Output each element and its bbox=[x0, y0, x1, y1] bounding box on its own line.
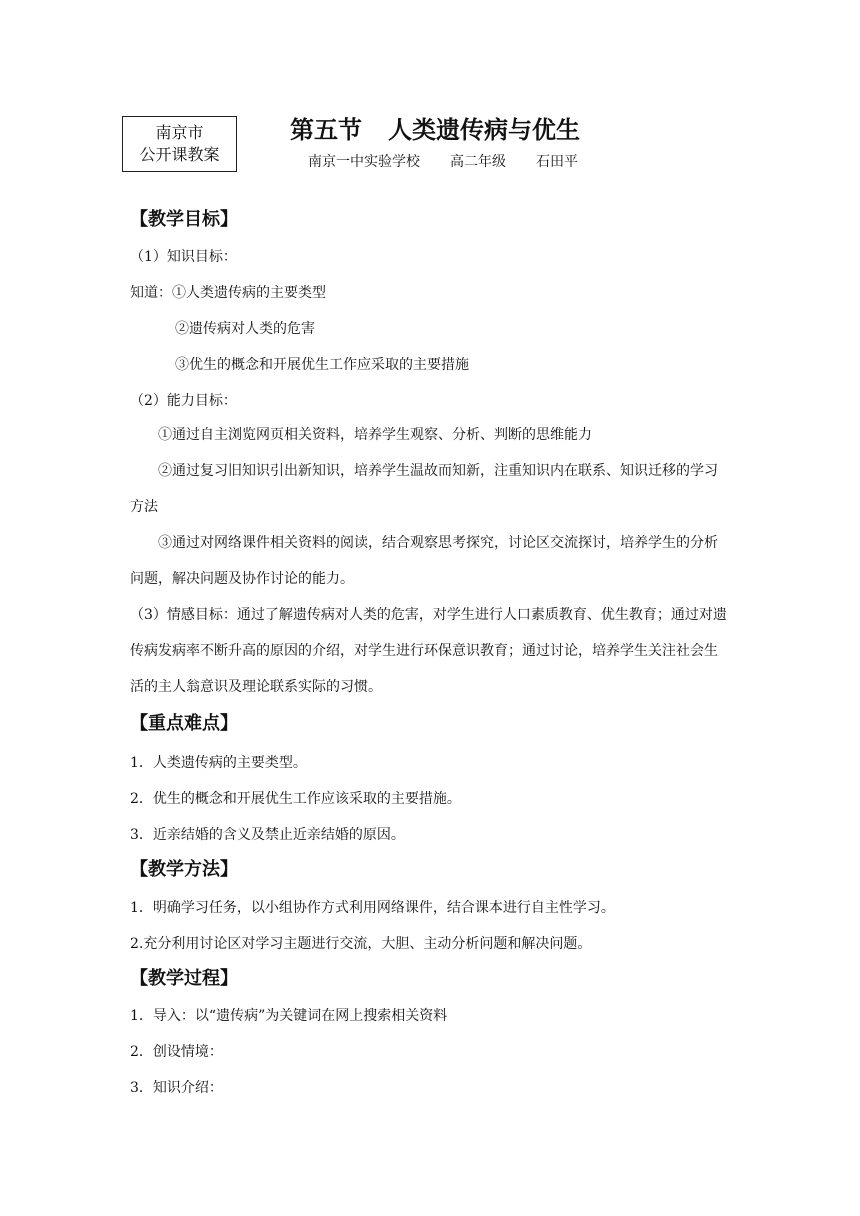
emotion-objective: （3）情感目标：通过了解遗传病对人类的危害，对学生进行人口素质教育、优生教育；通过对遗传病发病率不断升高的原因的介绍，对学生进行环保意识教育；通过讨论，培养学生关注社会生活的主人翁意识及理论联系实际的习惯。 bbox=[130, 607, 727, 695]
stamp-line-1: 南京市 bbox=[155, 123, 204, 142]
process-step-2: 2．创设情境： bbox=[130, 1044, 223, 1060]
key-point-2: 2．优生的概念和开展优生工作应该采取的主要措施。 bbox=[130, 791, 461, 807]
stamp-line-2: 公开课教案 bbox=[139, 145, 220, 164]
ability-item-3: ③通过对网络课件相关资料的阅读，结合观察思考探究，讨论区交流探讨，培养学生的分析问题，解决问题及协作讨论的能力。 bbox=[130, 535, 718, 587]
key-point-3: 3．近亲结婚的含义及禁止近亲结婚的原因。 bbox=[130, 827, 405, 843]
page-title bbox=[290, 110, 580, 145]
key-point-1: 1．人类遗传病的主要类型。 bbox=[130, 755, 307, 771]
ability-label: （2）能力目标： bbox=[130, 393, 237, 409]
process-step-1: 1．导入：以“遗传病”为关键词在网上搜索相关资料 bbox=[130, 1008, 448, 1024]
title-section: 第五节 bbox=[290, 116, 362, 144]
process-heading: 【教学过程】 bbox=[130, 968, 238, 989]
knowledge-label: （1）知识目标： bbox=[130, 249, 237, 265]
public-lesson-stamp bbox=[122, 116, 237, 172]
key-points-heading: 【重点难点】 bbox=[130, 713, 238, 734]
school-name: 南京一中实验学校 bbox=[308, 154, 420, 170]
methods-heading: 【教学方法】 bbox=[130, 859, 238, 880]
objectives-heading: 【教学目标】 bbox=[130, 209, 238, 230]
ability-item-2: ②通过复习旧知识引出新知识，培养学生温故而知新，注重知识内在联系、知识迁移的学习方法 bbox=[130, 463, 718, 515]
process-step-3: 3．知识介绍： bbox=[130, 1080, 223, 1096]
method-1: 1．明确学习任务，以小组协作方式利用网络课件，结合课本进行自主性学习。 bbox=[130, 900, 615, 916]
byline bbox=[308, 151, 578, 171]
knowledge-item-3: ③优生的概念和开展优生工作应采取的主要措施 bbox=[175, 357, 469, 373]
method-2: 2.充分利用讨论区对学习主题进行交流，大胆、主动分析问题和解决问题。 bbox=[130, 936, 592, 952]
ability-item-1: ①通过自主浏览网页相关资料，培养学生观察、分析、判断的思维能力 bbox=[158, 427, 592, 443]
title-name: 人类遗传病与优生 bbox=[388, 116, 580, 144]
author: 石田平 bbox=[536, 154, 578, 170]
knowledge-item-2: ②遗传病对人类的危害 bbox=[175, 321, 315, 337]
knowledge-item-1: 知道：①人类遗传病的主要类型 bbox=[130, 285, 326, 301]
grade: 高二年级 bbox=[450, 154, 506, 170]
